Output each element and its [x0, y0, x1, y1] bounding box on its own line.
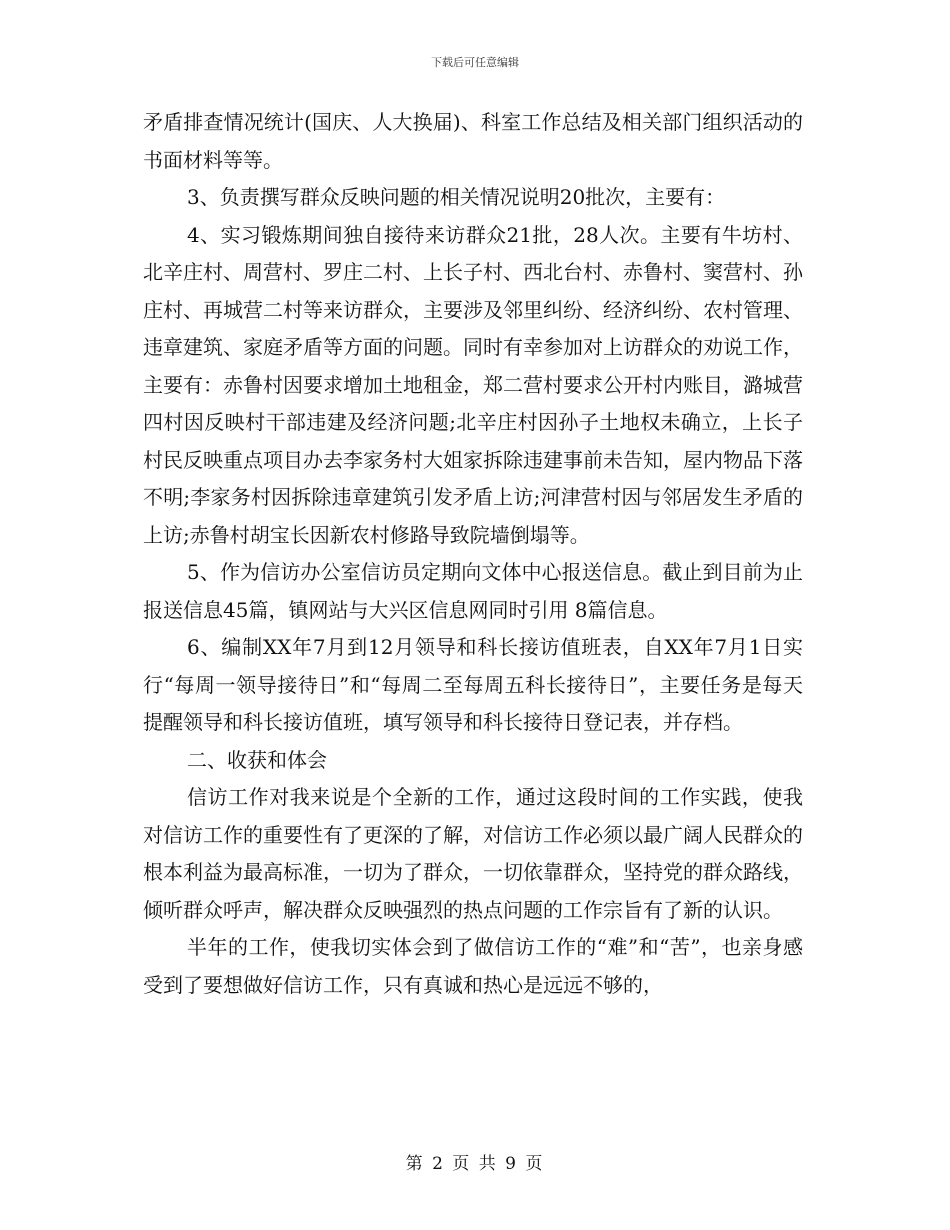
paragraph-item-3: 3、负责撰写群众反映问题的相关情况说明20批次，主要有： [187, 185, 726, 209]
paragraph-item-6: 6、编制XX年7月到12月领导和科长接访值班表，自XX年7月1日实行“每周一领导接待日”和“每周二至每周五科长接待日”，主要任务是每天提醒领导和科长接访值班，填写领导和科长接待日登记表，并存档。 [143, 635, 803, 734]
paragraph-item-5: 5、作为信访办公室信访员定期向文体中心报送信息。截止到目前为止报送信息45篇，镇网站与大兴区信息网同时引用 8篇信息。 [143, 560, 803, 622]
document-body [143, 104, 803, 1004]
paragraph-reflection-1: 信访工作对我来说是个全新的工作，通过这段时间的工作实践，使我对信访工作的重要性有了更深的了解，对信访工作必须以最广阔人民群众的根本利益为最高标准，一切为了群众，一切依靠群众，坚持党的群众路线，倾听群众呼声，解决群众反映强烈的热点问题的工作宗旨有了新的认识。 [143, 785, 803, 922]
paragraph-reflection-2: 半年的工作，使我切实体会到了做信访工作的“难”和“苦”，也亲身感受到了要想做好信访工作，只有真诚和热心是远远不够的， [143, 935, 803, 997]
page-number-footer: 第 2 页 共 9 页 [405, 1154, 545, 1174]
section-heading: 二、收获和体会 [187, 747, 327, 772]
page-header-note: 下载后可任意编辑 [431, 56, 519, 69]
paragraph-item-4: 4、实习锻炼期间独自接待来访群众21批，28人次。主要有牛坊村、北辛庄村、周营村、罗庄二村、上长子村、西北台村、赤鲁村、窦营村、孙庄村、再城营二村等来访群众，主要涉及邻里纠纷、经济纠纷、农村管理、违章建筑、家庭矛盾等方面的问题。同时有幸参加对上访群众的劝说工作，主要有：赤鲁村因要求增加土地租金，郑二营村要求公开村内账目，潞城营四村因反映村干部违建及经济问题;北辛庄村因孙子土地权未确立，上长子村民反映重点项目办去李家务村大姐家拆除违建事前未告知，屋内物品下落不明;李家务村因拆除违章建筑引发矛盾上访;河津营村因与邻居发生矛盾的上访;赤鲁村胡宝长因新农村修路导致院墙倒塌等。 [143, 222, 803, 547]
paragraph-continuation: 矛盾排查情况统计(国庆、人大换届)、科室工作总结及相关部门组织活动的书面材料等等。 [143, 110, 803, 172]
